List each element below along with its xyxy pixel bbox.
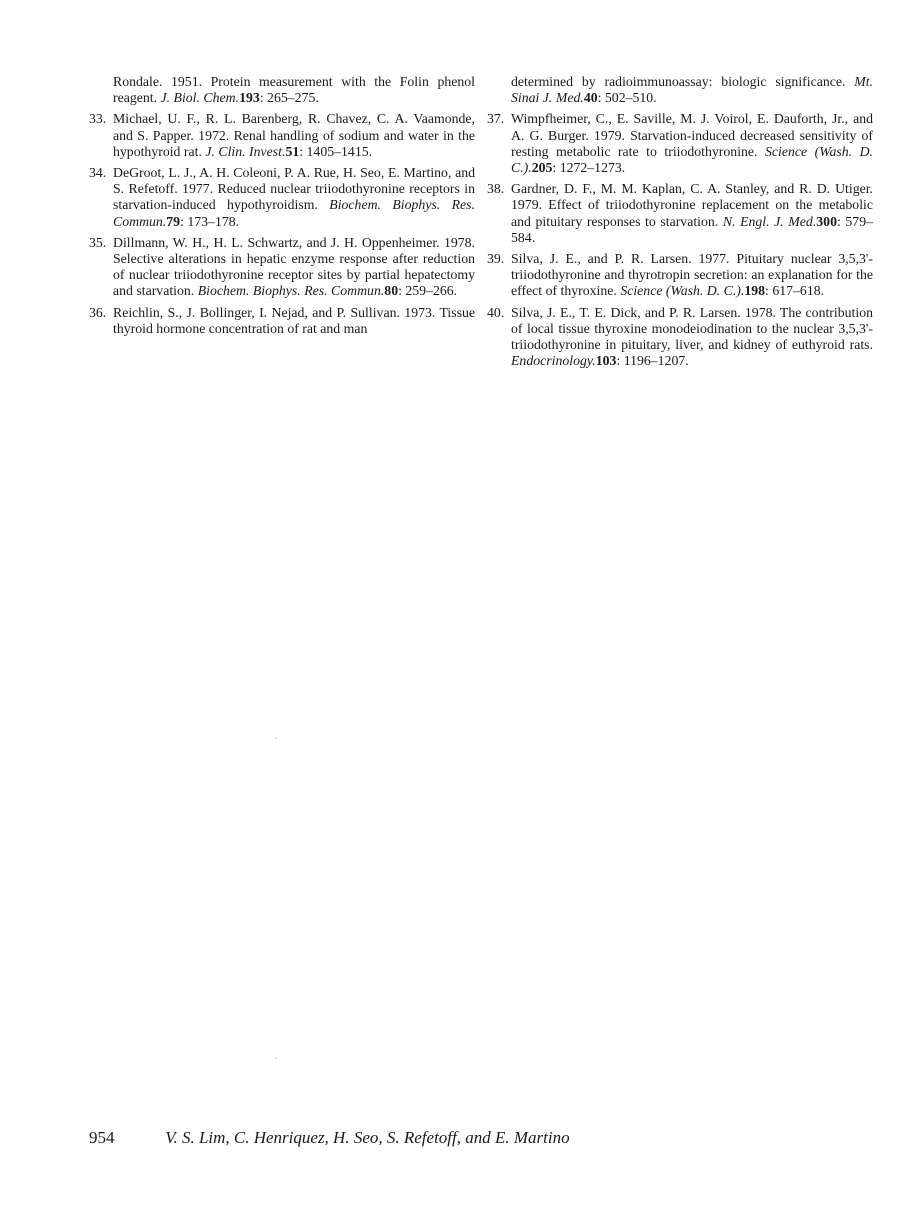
- reference-pages: : 1272–1273.: [552, 160, 626, 176]
- reference-volume: 80: [384, 283, 399, 299]
- reference-text: Gardner, D. F., M. M. Kaplan, C. A. Stanley, and R. D. Utiger. 1979. Effect of triiodothyronine replacement on the metabolic and pituitary responses to starvation.: [511, 181, 873, 229]
- reference-volume: 40: [583, 90, 598, 106]
- reference-entry: [89, 305, 475, 337]
- reference-entry: [487, 74, 873, 106]
- reference-number: 37.: [487, 111, 505, 127]
- reference-entry: [487, 181, 873, 246]
- scan-speck: [276, 738, 277, 739]
- reference-number: 36.: [89, 304, 107, 320]
- reference-text: Rondale. 1951. Protein measurement with the Folin phenol reagent.: [113, 74, 475, 106]
- reference-pages: : 579–584.: [511, 213, 873, 245]
- reference-journal: J. Biol. Chem.: [160, 90, 240, 106]
- reference-volume: 198: [744, 283, 766, 299]
- reference-number: 33.: [89, 111, 107, 127]
- reference-pages: : 1196–1207.: [616, 353, 689, 369]
- reference-number: 34.: [89, 165, 107, 181]
- reference-journal: Endocrinology.: [511, 353, 596, 369]
- page-number: 954: [89, 1128, 115, 1147]
- reference-volume: 103: [595, 353, 617, 369]
- reference-text: Silva, J. E., T. E. Dick, and P. R. Larsen. 1978. The contribution of local tissue thyroxine monodeiodination to the nuclear 3,5,3'-triiodothyronine in pituitary, liver, and kidney of euthyroid rats.: [511, 304, 873, 353]
- reference-number: 35.: [89, 234, 107, 250]
- page-footer: [89, 1128, 809, 1148]
- reference-text: determined by radioimmunoassay: biologic significance.: [511, 74, 855, 89]
- reference-entry: [89, 111, 475, 160]
- reference-pages: : 259–266.: [398, 283, 458, 299]
- reference-journal: J. Clin. Invest.: [205, 143, 286, 159]
- scan-speck: [276, 1058, 277, 1059]
- reference-entry: [487, 251, 873, 300]
- reference-text: Dillmann, W. H., H. L. Schwartz, and J. H. Oppenheimer. 1978. Selective alterations in hepatic enzyme response after reduction of nuclear triiodothyronine receptor sites by partial hepatectomy and starvation.: [113, 234, 475, 299]
- reference-volume: 51: [285, 143, 300, 159]
- reference-entry: [487, 305, 873, 370]
- reference-number: 40.: [487, 304, 505, 320]
- reference-number: 39.: [487, 251, 505, 267]
- reference-text: DeGroot, L. J., A. H. Coleoni, P. A. Rue, H. Seo, E. Martino, and S. Refetoff. 1977. Reduced nuclear triiodothyronine receptors in starvation-induced hypothyroidism.: [113, 165, 475, 213]
- reference-volume: 79: [166, 213, 181, 229]
- reference-text: Silva, J. E., and P. R. Larsen. 1977. Pituitary nuclear 3,5,3'-triiodothyronine and thyrotropin secretion: an explanation for the effect of thyroxine.: [511, 251, 873, 299]
- reference-number: 38.: [487, 181, 505, 197]
- reference-entry: [487, 111, 873, 176]
- reference-pages: : 1405–1415.: [299, 143, 373, 159]
- reference-entry: [89, 235, 475, 300]
- reference-text: Wimpfheimer, C., E. Saville, M. J. Voirol, E. Dauforth, Jr., and A. G. Burger. 1979. Starvation-induced decreased sensitivity of resting metabolic rate to triiodothyronine.: [511, 111, 873, 159]
- reference-volume: 205: [531, 160, 553, 176]
- reference-journal: Mt. Sinai J. Med.: [511, 74, 873, 106]
- reference-pages: : 173–178.: [180, 213, 240, 229]
- reference-text: Reichlin, S., J. Bollinger, I. Nejad, and P. Sullivan. 1973. Tissue thyroid hormone concentration of rat and man: [113, 304, 475, 336]
- reference-text: Michael, U. F., R. L. Barenberg, R. Chavez, C. A. Vaamonde, and S. Papper. 1972. Renal handling of sodium and water in the hypothyroid rat.: [113, 111, 475, 159]
- reference-volume: 300: [816, 213, 837, 229]
- running-authors: V. S. Lim, C. Henriquez, H. Seo, S. Refetoff, and E. Martino: [165, 1128, 570, 1147]
- reference-journal: N. Engl. J. Med.: [722, 213, 817, 229]
- reference-journal: Science (Wash. D. C.).: [511, 143, 874, 176]
- reference-journal: Science (Wash. D. C.).: [620, 283, 745, 299]
- reference-entry: [89, 165, 475, 230]
- reference-entry: [89, 74, 475, 106]
- reference-journal: Biochem. Biophys. Res. Commun.: [113, 197, 476, 229]
- reference-pages: : 502–510.: [597, 90, 657, 106]
- reference-journal: Biochem. Biophys. Res. Commun.: [197, 283, 385, 299]
- reference-volume: 193: [239, 90, 260, 106]
- reference-column-right: [487, 74, 873, 374]
- reference-column-left: [89, 74, 475, 342]
- reference-pages: : 617–618.: [765, 283, 825, 299]
- reference-pages: : 265–275.: [259, 90, 319, 106]
